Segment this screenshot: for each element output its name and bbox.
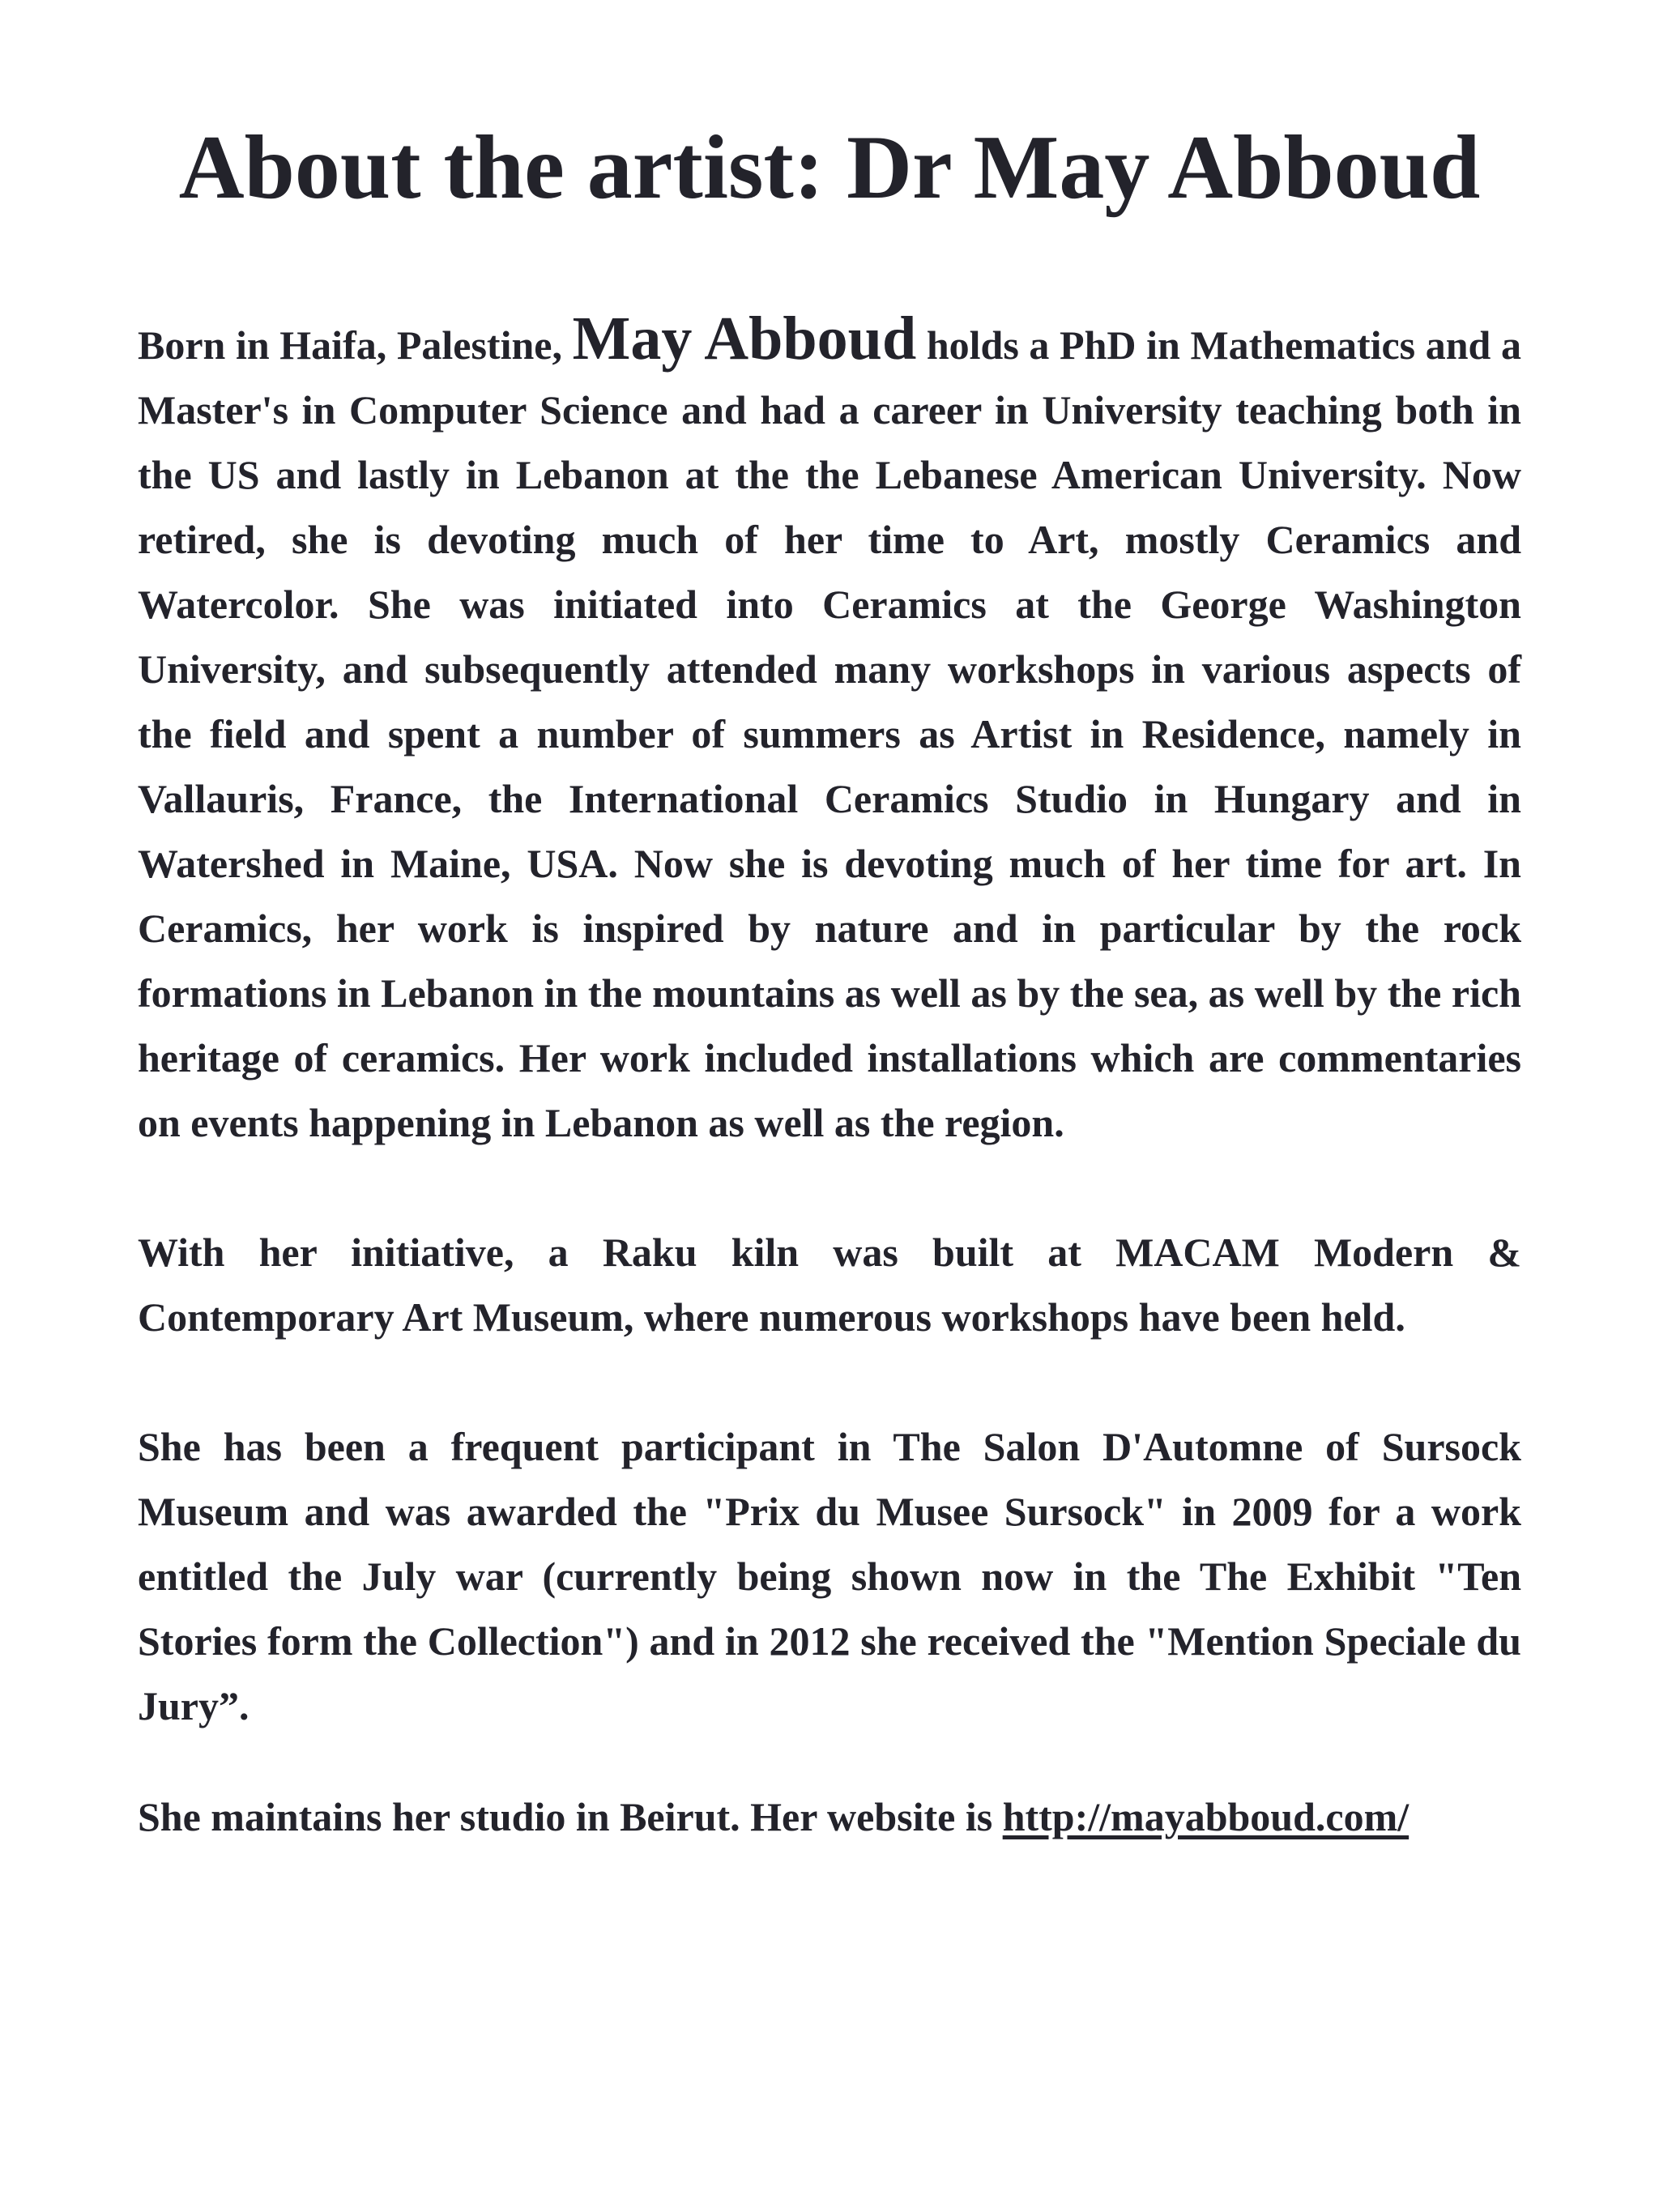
paragraph-raku-kiln: With her initiative, a Raku kiln was built at MACAM Modern & Contemporary Art Museum, where numerous workshops have been held.: [138, 1230, 1521, 1340]
artist-name: May Abboud: [572, 305, 917, 373]
paragraph-text: She maintains her studio in Beirut. Her website is: [138, 1794, 1003, 1840]
paragraph-lead: Born in Haifa, Palestine,: [138, 322, 573, 369]
paragraph-biography: [138, 306, 1521, 1155]
website-link[interactable]: http://mayabboud.com/: [1002, 1794, 1410, 1840]
paragraph-text: holds a PhD in Mathematics and a Master's in Computer Science and had a career in University teaching both in the US and lastly in Lebanon at the the Lebanese American University. Now retired, she is devoting much of her time to Art, mostly Ceramics and Watercolor. She was initiated into Ceramics at the George Washington University, and subsequently attended many workshops in various aspects of the field and spent a number of summers as Artist in Residence, namely in Vallauris, France, the International Ceramics Studio in Hungary and in Watershed in Maine, USA. Now she is devoting much of her time for art. In Ceramics, her work is inspired by nature and in particular by the rock formations in Lebanon in the mountains as well as by the sea, as well by the rich heritage of ceramics. Her work included installations which are commentaries on events happening in Lebanon as well as the region.: [138, 322, 1521, 1146]
paragraph-studio: [138, 1790, 1521, 1843]
page-title: About the artist: Dr May Abboud: [178, 117, 1481, 218]
article-body: [138, 306, 1521, 1843]
paragraph-awards: She has been a frequent participant in The Salon D'Automne of Sursock Museum and was awarded the "Prix du Musee Sursock" in 2009 for a work entitled the July war (currently being shown now in the The Exhibit "Ten Stories form the Collection") and in 2012 she received the "Mention Speciale du Jury”.: [138, 1424, 1521, 1729]
